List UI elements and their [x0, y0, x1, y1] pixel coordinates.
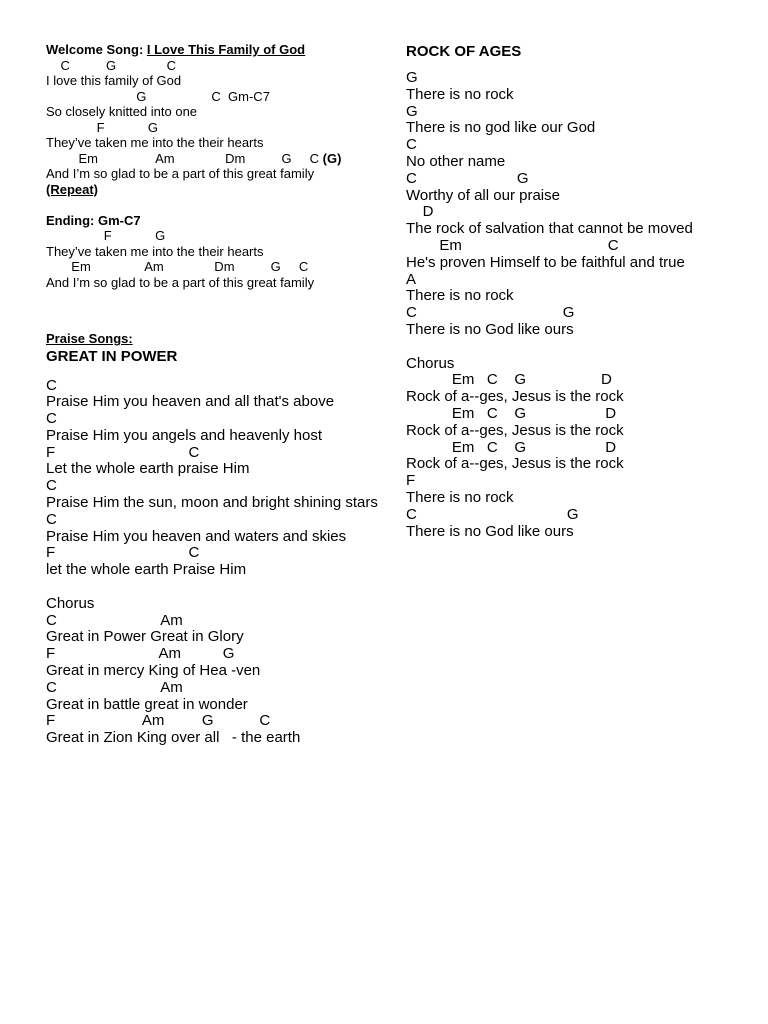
ending-heading: Ending: Gm-C7 [46, 212, 141, 228]
lyric-line: I love this family of God [46, 73, 182, 88]
song-title-rock-of-ages: ROCK OF AGES [406, 43, 522, 60]
chord-line: F G [46, 228, 166, 243]
chord-line: F [406, 472, 416, 490]
chord-line: G [406, 102, 418, 120]
lyric-line: Rock of a--ges, Jesus is the rock [406, 455, 624, 473]
lyric-line: The rock of salvation that cannot be moved [406, 220, 693, 238]
chord-line: C [406, 136, 417, 154]
chord-line: F Am G [46, 645, 235, 663]
lyric-line: They’ve taken me into the their hearts [46, 243, 264, 259]
chord-line: C [46, 477, 57, 495]
welcome-song-heading [46, 42, 386, 58]
chord-line [46, 151, 386, 167]
lyric-line: And I’m so glad to be a part of this great family [46, 166, 315, 181]
right-column [406, 42, 746, 540]
chord-line: Em C G D [406, 404, 617, 422]
lyric-line: And I’m so glad to be a part of this great family [46, 274, 315, 290]
chorus-label: Chorus [406, 354, 455, 372]
chord-line: F C [46, 443, 200, 461]
lyric-line: There is no God like ours [406, 522, 574, 540]
chord-line: Em C G D [406, 371, 612, 389]
chorus-label: Chorus [46, 594, 95, 612]
lyric-line: Praise Him the sun, moon and bright shining stars [46, 494, 378, 512]
chord-line: F Am G C [46, 712, 271, 730]
lyric-line: Rock of a--ges, Jesus is the rock [406, 421, 624, 439]
chord-line: Em Am Dm G C [46, 259, 309, 274]
chord-line: G C Gm-C7 [46, 88, 270, 104]
chord-line: C G [406, 304, 575, 322]
chord-line: Em C G D [406, 438, 617, 456]
lyric-line: Praise Him you angels and heavenly host [46, 426, 322, 444]
chord-line: D [406, 203, 434, 221]
lyric-line: There is no rock [406, 488, 514, 506]
lyric-line: Great in Power Great in Glory [46, 628, 244, 646]
chord-line: F G [46, 119, 158, 135]
chord-line: C [46, 510, 57, 528]
lyric-line: They’ve taken me into the their hearts [46, 135, 264, 150]
chord-line: F C [46, 544, 200, 562]
chord-line: C [46, 376, 57, 394]
lyric-line: No other name [406, 152, 506, 170]
left-column [46, 42, 386, 747]
lyric-line: So closely knitted into one [46, 104, 198, 119]
chord-line: A [406, 270, 417, 288]
chord-line: C [46, 410, 57, 428]
lyric-line: There is no rock [406, 85, 514, 103]
lyric-line: let the whole earth Praise Him [46, 561, 247, 579]
welcome-song-label: Welcome Song: [46, 42, 147, 57]
welcome-song-title: I Love This Family of God [146, 42, 306, 57]
lyric-line: There is no rock [406, 287, 514, 305]
praise-songs-label: Praise Songs: [46, 331, 133, 346]
song-title-great-in-power: GREAT IN POWER [46, 347, 178, 365]
lyric-line: Rock of a--ges, Jesus is the rock [406, 388, 624, 406]
lyric-line: Praise Him you heaven and waters and skies [46, 527, 347, 545]
lyric-line: Great in mercy King of Hea -ven [46, 662, 261, 680]
chord-line: C Am [46, 678, 183, 696]
lyric-line: There is no god like our God [406, 119, 596, 137]
lyric-line: Great in battle great in wonder [46, 695, 248, 713]
lyric-line: Praise Him you heaven and all that's above [46, 393, 335, 411]
lyric-line: Let the whole earth praise Him [46, 460, 250, 478]
chord-end-marker: (G) [322, 150, 342, 166]
chord-line: C G [406, 169, 529, 187]
lyric-line: Worthy of all our praise [406, 186, 560, 204]
chord-line: C G [406, 505, 579, 523]
chord-sequence: Em Am Dm G C [46, 150, 320, 166]
chord-line: C G C [46, 57, 177, 73]
chord-line: C Am [46, 611, 183, 629]
chord-line: Em C [406, 236, 619, 254]
lyric-line: There is no God like ours [406, 320, 574, 338]
lyric-line: He's proven Himself to be faithful and true [406, 253, 685, 271]
chord-line: G [406, 69, 418, 86]
repeat-marker: (Repeat) [46, 181, 99, 197]
lyric-line: Great in Zion King over all - the earth [46, 729, 301, 747]
